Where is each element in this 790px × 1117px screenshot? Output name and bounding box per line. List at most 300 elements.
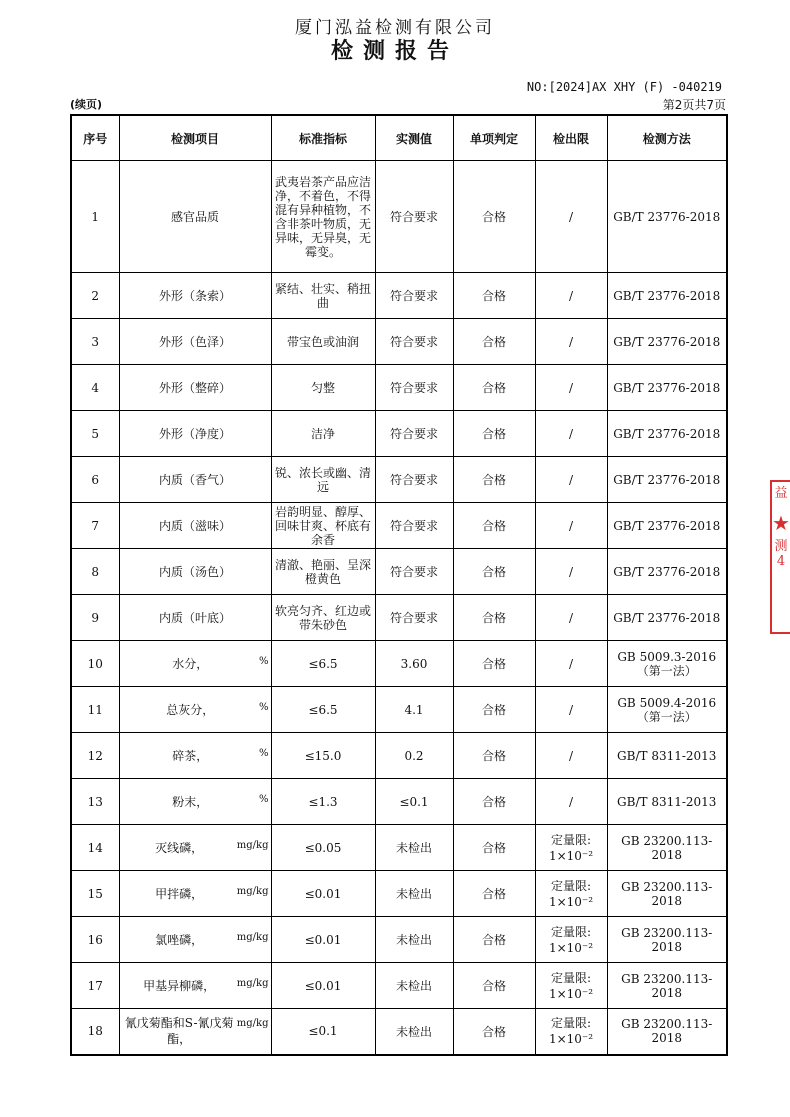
cell-value xyxy=(375,871,453,917)
table-row xyxy=(71,825,727,871)
row-number: 8 xyxy=(91,564,100,579)
star-icon: ★ xyxy=(772,511,790,535)
item-name: 甲拌磷， xyxy=(155,887,204,901)
cell-standard xyxy=(271,1009,375,1055)
cell-item xyxy=(119,871,271,917)
cell-method xyxy=(607,687,727,733)
standard-text: 洁净 xyxy=(310,426,335,441)
cell-item xyxy=(119,641,271,687)
item-name: 氰戊菊酯和S-氰戊菊酯， xyxy=(124,1016,234,1047)
judgement-text: 合格 xyxy=(481,210,506,224)
cell-value xyxy=(375,503,453,549)
limit-text: / xyxy=(568,518,574,533)
cell-item xyxy=(119,365,271,411)
cell-limit xyxy=(535,917,607,963)
table-row xyxy=(71,319,727,365)
measured-value: 符合要求 xyxy=(389,427,438,441)
judgement-text: 合格 xyxy=(481,749,506,763)
method-text: GB 23200.113-2018 xyxy=(621,971,713,1000)
row-number: 9 xyxy=(91,610,100,625)
table-row xyxy=(71,687,727,733)
judgement-text: 合格 xyxy=(481,611,506,625)
cell-value xyxy=(375,595,453,641)
cell-no xyxy=(71,549,119,595)
cell-limit xyxy=(535,319,607,365)
item-unit: % xyxy=(258,794,269,805)
row-number: 10 xyxy=(87,656,103,671)
measured-value: 未检出 xyxy=(395,933,432,947)
cell-value xyxy=(375,825,453,871)
cell-standard xyxy=(271,411,375,457)
cell-no xyxy=(71,825,119,871)
measured-value: 符合要求 xyxy=(389,210,438,224)
cell-no xyxy=(71,595,119,641)
limit-text: / xyxy=(568,334,574,349)
cell-value xyxy=(375,687,453,733)
cell-item xyxy=(119,161,271,273)
cell-judgement xyxy=(453,273,535,319)
cell-method xyxy=(607,825,727,871)
cell-no xyxy=(71,641,119,687)
row-number: 3 xyxy=(91,334,100,349)
item-unit: mg/kg xyxy=(236,886,269,897)
cell-no xyxy=(71,733,119,779)
limit-value: 1×10⁻² xyxy=(548,848,594,863)
judgement-text: 合格 xyxy=(481,979,506,993)
cell-standard xyxy=(271,871,375,917)
standard-text: 带宝色或油润 xyxy=(286,334,359,349)
cell-standard xyxy=(271,161,375,273)
standard-text: ≤0.05 xyxy=(304,840,342,855)
table-row xyxy=(71,917,727,963)
limit-text: 定量限: xyxy=(550,970,592,985)
cell-limit xyxy=(535,411,607,457)
cell-item xyxy=(119,549,271,595)
cell-item xyxy=(119,1009,271,1055)
standard-text: ≤0.01 xyxy=(304,978,342,993)
standard-text: 软亮匀齐、红边或带朱砂色 xyxy=(274,603,371,632)
cell-value xyxy=(375,779,453,825)
cell-standard xyxy=(271,595,375,641)
measured-value: 符合要求 xyxy=(389,519,438,533)
table-row xyxy=(71,457,727,503)
report-title: 检测报告 xyxy=(330,38,459,64)
row-number: 11 xyxy=(87,702,103,717)
method-text: GB/T 8311-2013 xyxy=(617,748,717,763)
item-unit: mg/kg xyxy=(236,978,269,989)
cell-no xyxy=(71,365,119,411)
cell-value xyxy=(375,1009,453,1055)
cell-limit xyxy=(535,825,607,871)
cell-no xyxy=(71,457,119,503)
limit-text: / xyxy=(568,748,574,763)
table-row xyxy=(71,963,727,1009)
cell-limit xyxy=(535,161,607,273)
method-text: GB/T 23776-2018 xyxy=(613,426,721,441)
standard-text: 武夷岩茶产品应洁净，不着色，不得混有异种植物，不含非茶叶物质，无异味，无异臭，无霉变。 xyxy=(274,174,371,259)
row-number: 15 xyxy=(87,886,103,901)
item-unit: % xyxy=(258,702,269,713)
measured-value: 3.60 xyxy=(400,656,428,671)
cell-method xyxy=(607,549,727,595)
limit-text: / xyxy=(568,564,574,579)
col-header-standard: 标准指标 xyxy=(271,115,375,161)
cell-value xyxy=(375,549,453,595)
item-name: 外形（整碎） xyxy=(158,381,231,395)
table-row xyxy=(71,871,727,917)
method-text: GB/T 23776-2018 xyxy=(613,564,721,579)
limit-text: / xyxy=(568,288,574,303)
limit-text: 定量限: xyxy=(550,924,592,939)
standard-text: 匀整 xyxy=(310,380,335,395)
item-unit: mg/kg xyxy=(236,1018,269,1030)
method-text: GB/T 23776-2018 xyxy=(613,288,721,303)
cell-value xyxy=(375,641,453,687)
seal-text-bot: 4 xyxy=(776,554,786,569)
row-number: 4 xyxy=(91,380,100,395)
method-text: GB 23200.113-2018 xyxy=(621,833,713,862)
standard-text: 锐、浓长或幽、清远 xyxy=(274,465,371,494)
cell-no xyxy=(71,687,119,733)
limit-text: / xyxy=(568,209,574,224)
judgement-text: 合格 xyxy=(481,473,506,487)
cell-item xyxy=(119,273,271,319)
method-text: GB/T 8311-2013 xyxy=(617,794,717,809)
cell-standard xyxy=(271,365,375,411)
item-name: 内质（滋味） xyxy=(158,519,231,533)
seal-text-top: 益 xyxy=(774,486,788,501)
measured-value: 未检出 xyxy=(395,841,432,855)
cell-value xyxy=(375,319,453,365)
item-name: 甲基异柳磷， xyxy=(143,979,216,993)
judgement-text: 合格 xyxy=(481,795,506,809)
row-number: 18 xyxy=(87,1024,103,1039)
row-number: 1 xyxy=(91,209,100,224)
row-number: 16 xyxy=(87,932,103,947)
cell-limit xyxy=(535,273,607,319)
cell-limit xyxy=(535,733,607,779)
cell-no xyxy=(71,319,119,365)
row-number: 12 xyxy=(87,748,103,763)
measured-value: 未检出 xyxy=(395,979,432,993)
cell-limit xyxy=(535,963,607,1009)
method-sub: （第一法） xyxy=(636,663,697,678)
item-name: 内质（叶底） xyxy=(158,611,231,625)
measured-value: 符合要求 xyxy=(389,381,438,395)
method-text: GB 23200.113-2018 xyxy=(621,879,713,908)
cell-limit xyxy=(535,871,607,917)
item-name: 感官品质 xyxy=(170,210,219,224)
row-number: 14 xyxy=(87,840,103,855)
measured-value: 符合要求 xyxy=(389,565,438,579)
seal-text-mid: 测 xyxy=(774,539,788,554)
measured-value: 0.2 xyxy=(404,748,424,763)
item-name: 碎茶， xyxy=(172,749,209,763)
cell-item xyxy=(119,963,271,1009)
judgement-text: 合格 xyxy=(481,703,506,717)
cell-method xyxy=(607,161,727,273)
page-info: 第2页共7页 xyxy=(662,98,726,112)
standard-text: ≤0.1 xyxy=(308,1024,338,1039)
limit-text: 定量限: xyxy=(550,832,592,847)
cell-no xyxy=(71,411,119,457)
limit-value: 1×10⁻² xyxy=(548,894,594,909)
measured-value: 符合要求 xyxy=(389,473,438,487)
limit-value: 1×10⁻² xyxy=(548,986,594,1001)
table-row xyxy=(71,161,727,273)
row-number: 6 xyxy=(91,472,100,487)
cell-method xyxy=(607,733,727,779)
cell-method xyxy=(607,917,727,963)
table-row xyxy=(71,641,727,687)
col-header-judgement: 单项判定 xyxy=(453,115,535,161)
cell-judgement xyxy=(453,549,535,595)
table-row xyxy=(71,411,727,457)
cell-item xyxy=(119,733,271,779)
row-number: 7 xyxy=(91,518,100,533)
item-unit: mg/kg xyxy=(236,932,269,943)
cell-judgement xyxy=(453,779,535,825)
cell-no xyxy=(71,917,119,963)
cell-standard xyxy=(271,687,375,733)
cell-judgement xyxy=(453,595,535,641)
standard-text: 岩韵明显、醇厚、回味甘爽、杯底有余香 xyxy=(274,504,371,547)
cell-standard xyxy=(271,779,375,825)
method-text: GB/T 23776-2018 xyxy=(613,472,721,487)
judgement-text: 合格 xyxy=(481,381,506,395)
cell-limit xyxy=(535,457,607,503)
cell-item xyxy=(119,779,271,825)
method-sub: （第一法） xyxy=(636,709,697,724)
standard-text: ≤6.5 xyxy=(308,656,338,671)
method-text: GB/T 23776-2018 xyxy=(613,334,721,349)
cell-judgement xyxy=(453,917,535,963)
cell-judgement xyxy=(453,733,535,779)
table-row xyxy=(71,1009,727,1055)
cell-limit xyxy=(535,641,607,687)
cell-item xyxy=(119,595,271,641)
cell-limit xyxy=(535,549,607,595)
cell-value xyxy=(375,733,453,779)
cell-no xyxy=(71,273,119,319)
cell-no xyxy=(71,779,119,825)
cell-judgement xyxy=(453,963,535,1009)
cell-standard xyxy=(271,963,375,1009)
cell-judgement xyxy=(453,319,535,365)
standard-text: ≤0.01 xyxy=(304,932,342,947)
limit-value: 1×10⁻² xyxy=(548,940,594,955)
method-text: GB/T 23776-2018 xyxy=(613,610,721,625)
limit-text: / xyxy=(568,380,574,395)
cell-no xyxy=(71,503,119,549)
col-header-item: 检测项目 xyxy=(119,115,271,161)
item-name: 氯唑磷， xyxy=(155,933,204,947)
table-row xyxy=(71,503,727,549)
cell-item xyxy=(119,917,271,963)
cell-method xyxy=(607,595,727,641)
table-row xyxy=(71,779,727,825)
cell-value xyxy=(375,457,453,503)
method-text: GB/T 23776-2018 xyxy=(613,518,721,533)
cell-method xyxy=(607,365,727,411)
cell-limit xyxy=(535,503,607,549)
cell-no xyxy=(71,1009,119,1055)
item-name: 总灰分， xyxy=(166,703,215,717)
item-name: 粉末， xyxy=(172,795,209,809)
judgement-text: 合格 xyxy=(481,933,506,947)
limit-text: / xyxy=(568,610,574,625)
cell-value xyxy=(375,365,453,411)
row-number: 5 xyxy=(91,426,100,441)
cell-no xyxy=(71,963,119,1009)
cell-method xyxy=(607,457,727,503)
standard-text: 紧结、壮实、稍扭曲 xyxy=(274,281,371,310)
cell-method xyxy=(607,411,727,457)
standard-text: ≤1.3 xyxy=(308,794,338,809)
cell-standard xyxy=(271,319,375,365)
company-name: 厦门泓益检测有限公司 xyxy=(295,18,495,38)
standard-text: 清澈、艳丽、呈深橙黄色 xyxy=(274,557,371,586)
cell-method xyxy=(607,779,727,825)
report-number: NO:[2024]AX XHY (F) -040219 xyxy=(526,80,722,94)
item-name: 灭线磷， xyxy=(155,841,204,855)
cell-standard xyxy=(271,825,375,871)
item-unit: % xyxy=(258,656,269,667)
limit-text: / xyxy=(568,794,574,809)
limit-value: 1×10⁻² xyxy=(548,1032,594,1047)
standard-text: ≤6.5 xyxy=(308,702,338,717)
measured-value: 未检出 xyxy=(395,1024,432,1039)
method-text: GB/T 23776-2018 xyxy=(613,209,721,224)
cell-judgement xyxy=(453,641,535,687)
cell-no xyxy=(71,161,119,273)
cell-judgement xyxy=(453,871,535,917)
cell-judgement xyxy=(453,411,535,457)
cell-item xyxy=(119,503,271,549)
cell-judgement xyxy=(453,825,535,871)
cell-limit xyxy=(535,1009,607,1055)
judgement-text: 合格 xyxy=(481,887,506,901)
cell-standard xyxy=(271,917,375,963)
cell-standard xyxy=(271,733,375,779)
item-name: 外形（条索） xyxy=(158,289,231,303)
cell-method xyxy=(607,503,727,549)
method-text: GB 5009.4-2016 xyxy=(617,695,717,710)
cell-value xyxy=(375,917,453,963)
col-header-method: 检测方法 xyxy=(607,115,727,161)
item-unit: mg/kg xyxy=(236,840,269,851)
cell-judgement xyxy=(453,503,535,549)
table-row xyxy=(71,733,727,779)
cell-standard xyxy=(271,273,375,319)
row-number: 17 xyxy=(87,978,103,993)
cell-no xyxy=(71,871,119,917)
cell-method xyxy=(607,273,727,319)
cell-value xyxy=(375,161,453,273)
cell-item xyxy=(119,457,271,503)
measured-value: 符合要求 xyxy=(389,335,438,349)
table-row xyxy=(71,595,727,641)
cell-standard xyxy=(271,549,375,595)
cell-limit xyxy=(535,595,607,641)
item-name: 外形（色泽） xyxy=(158,335,231,349)
item-name: 内质（汤色） xyxy=(158,565,231,579)
judgement-text: 合格 xyxy=(481,427,506,441)
method-text: GB 23200.113-2018 xyxy=(621,925,713,954)
method-text: GB/T 23776-2018 xyxy=(613,380,721,395)
item-unit: % xyxy=(258,748,269,759)
col-header-no: 序号 xyxy=(71,115,119,161)
judgement-text: 合格 xyxy=(481,289,506,303)
measured-value: 4.1 xyxy=(404,702,424,717)
seal-stamp xyxy=(770,480,790,634)
measured-value: 未检出 xyxy=(395,887,432,901)
limit-text: 定量限: xyxy=(550,1016,592,1031)
cell-judgement xyxy=(453,1009,535,1055)
table-row xyxy=(71,273,727,319)
table-row xyxy=(71,549,727,595)
col-header-value: 实测值 xyxy=(375,115,453,161)
cell-limit xyxy=(535,365,607,411)
standard-text: ≤15.0 xyxy=(304,748,342,763)
cell-standard xyxy=(271,457,375,503)
limit-text: / xyxy=(568,472,574,487)
cell-value xyxy=(375,963,453,1009)
cell-item xyxy=(119,825,271,871)
table-header-row xyxy=(71,115,727,161)
cell-item xyxy=(119,687,271,733)
row-number: 13 xyxy=(87,794,103,809)
cell-judgement xyxy=(453,457,535,503)
measured-value: ≤0.1 xyxy=(399,794,429,809)
cell-limit xyxy=(535,779,607,825)
cell-judgement xyxy=(453,161,535,273)
cell-method xyxy=(607,319,727,365)
row-number: 2 xyxy=(91,288,100,303)
continued-label: (续页) xyxy=(70,98,103,111)
method-text: GB 23200.113-2018 xyxy=(621,1017,713,1046)
standard-text: ≤0.01 xyxy=(304,886,342,901)
cell-standard xyxy=(271,641,375,687)
judgement-text: 合格 xyxy=(481,565,506,579)
cell-value xyxy=(375,273,453,319)
cell-item xyxy=(119,319,271,365)
limit-text: / xyxy=(568,702,574,717)
measured-value: 符合要求 xyxy=(389,289,438,303)
judgement-text: 合格 xyxy=(481,657,506,671)
cell-judgement xyxy=(453,365,535,411)
judgement-text: 合格 xyxy=(481,1024,506,1039)
cell-value xyxy=(375,411,453,457)
measured-value: 符合要求 xyxy=(389,611,438,625)
cell-item xyxy=(119,411,271,457)
results-table xyxy=(70,114,728,1056)
cell-method xyxy=(607,641,727,687)
cell-limit xyxy=(535,687,607,733)
judgement-text: 合格 xyxy=(481,519,506,533)
table-row xyxy=(71,365,727,411)
item-name: 内质（香气） xyxy=(158,473,231,487)
col-header-limit: 检出限 xyxy=(535,115,607,161)
cell-standard xyxy=(271,503,375,549)
judgement-text: 合格 xyxy=(481,841,506,855)
judgement-text: 合格 xyxy=(481,335,506,349)
limit-text: / xyxy=(568,426,574,441)
cell-method xyxy=(607,871,727,917)
cell-judgement xyxy=(453,687,535,733)
method-text: GB 5009.3-2016 xyxy=(617,649,717,664)
cell-method xyxy=(607,1009,727,1055)
